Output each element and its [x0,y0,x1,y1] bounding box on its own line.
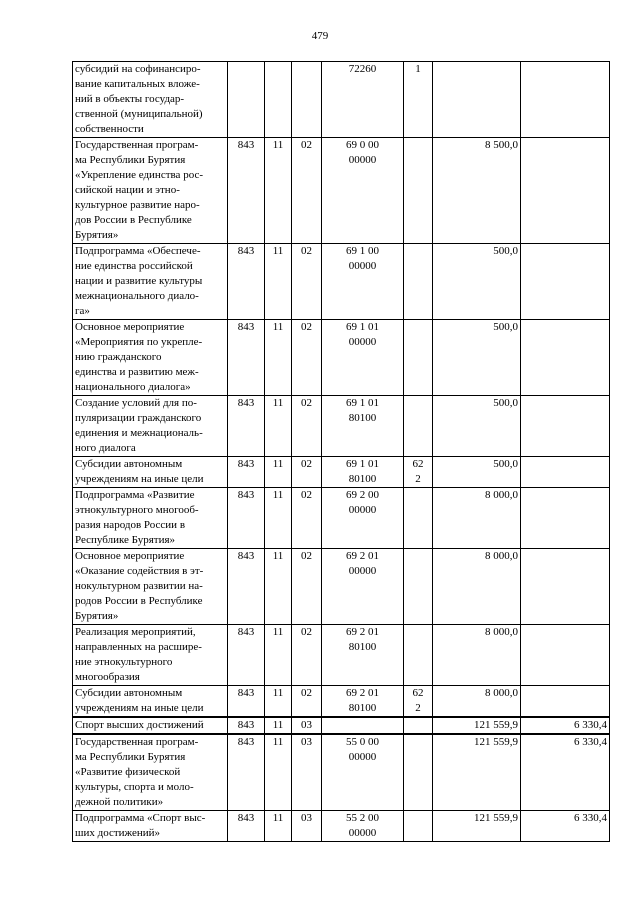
cell-ved: 843 [228,717,265,734]
table-row [73,488,610,549]
table-row [73,625,610,686]
cell-vr [404,625,433,686]
cell-name: Субсидии автономным учреждениям на иные цели [73,686,228,718]
table-row [73,138,610,244]
cell-sum-1: 500,0 [433,457,521,488]
cell-rz: 11 [265,549,292,625]
cell-ved: 843 [228,734,265,811]
cell-rz: 11 [265,457,292,488]
cell-sum-1: 8 000,0 [433,488,521,549]
cell-rz: 11 [265,320,292,396]
cell-rz: 11 [265,488,292,549]
cell-pr: 02 [292,549,322,625]
cell-name: Создание условий для по- пуляризации гражданского единения и межнациональ- ного диалога [73,396,228,457]
cell-rz: 11 [265,244,292,320]
cell-sum-1: 121 559,9 [433,811,521,842]
budget-table [72,61,610,842]
cell-csr: 69 2 01 00000 [322,549,404,625]
cell-ved: 843 [228,244,265,320]
page-number: 479 [311,30,329,42]
cell-sum-2 [521,320,610,396]
cell-sum-2 [521,686,610,718]
cell-sum-1: 8 000,0 [433,549,521,625]
cell-sum-2 [521,244,610,320]
cell-rz: 11 [265,625,292,686]
table-row [73,549,610,625]
cell-ved: 843 [228,488,265,549]
cell-vr [404,717,433,734]
cell-sum-1: 500,0 [433,320,521,396]
cell-vr [404,549,433,625]
cell-csr: 69 1 01 80100 [322,396,404,457]
cell-name: Спорт высших достижений [73,717,228,734]
cell-sum-1 [433,62,521,138]
cell-sum-2 [521,396,610,457]
cell-pr: 02 [292,488,322,549]
cell-sum-2: 6 330,4 [521,811,610,842]
cell-sum-1: 500,0 [433,396,521,457]
cell-csr: 55 0 00 00000 [322,734,404,811]
table-row [73,62,610,138]
cell-csr: 69 2 01 80100 [322,625,404,686]
cell-ved: 843 [228,625,265,686]
cell-ved: 843 [228,686,265,718]
cell-csr: 55 2 00 00000 [322,811,404,842]
cell-pr: 02 [292,625,322,686]
cell-vr [404,138,433,244]
cell-vr: 62 2 [404,457,433,488]
cell-rz [265,62,292,138]
cell-sum-1: 121 559,9 [433,734,521,811]
table-row [73,396,610,457]
cell-rz: 11 [265,717,292,734]
cell-csr: 69 1 00 00000 [322,244,404,320]
cell-csr: 69 2 00 00000 [322,488,404,549]
cell-name: Государственная програм- ма Республики Бурятия «Укрепление единства рос- сийской нации и этно- культурное развитие наро- дов России в Республике Бурятия» [73,138,228,244]
cell-name: Основное мероприятие «Мероприятия по укрепле- нию гражданского единства и развитию меж- национального диалога» [73,320,228,396]
cell-sum-2 [521,488,610,549]
cell-pr: 02 [292,244,322,320]
cell-vr: 62 2 [404,686,433,718]
cell-sum-1: 8 000,0 [433,686,521,718]
cell-pr: 02 [292,396,322,457]
cell-sum-1: 500,0 [433,244,521,320]
cell-name: субсидий на софинансиро- вание капитальных вложе- ний в объекты государ- ственной (муниципальной) собственности [73,62,228,138]
cell-name: Подпрограмма «Обеспече- ние единства российской нации и развитие культуры межнационального диало- га» [73,244,228,320]
cell-ved: 843 [228,138,265,244]
table-row [73,811,610,842]
table-row [73,717,610,734]
cell-pr: 02 [292,686,322,718]
cell-ved: 843 [228,549,265,625]
cell-vr [404,488,433,549]
cell-pr: 03 [292,717,322,734]
cell-vr: 1 [404,62,433,138]
cell-sum-2 [521,549,610,625]
cell-pr: 03 [292,811,322,842]
table-row [73,457,610,488]
cell-sum-2 [521,457,610,488]
cell-sum-2: 6 330,4 [521,734,610,811]
cell-csr: 72260 [322,62,404,138]
cell-sum-1: 8 000,0 [433,625,521,686]
cell-ved [228,62,265,138]
table-row [73,734,610,811]
table-row [73,686,610,718]
cell-pr: 02 [292,320,322,396]
cell-pr: 03 [292,734,322,811]
cell-name: Основное мероприятие «Оказание содействия в эт- нокультурном развитии на- родов России в Республике Бурятия» [73,549,228,625]
cell-rz: 11 [265,811,292,842]
cell-rz: 11 [265,138,292,244]
cell-vr [404,811,433,842]
cell-vr [404,734,433,811]
cell-ved: 843 [228,396,265,457]
cell-csr: 69 0 00 00000 [322,138,404,244]
table-row [73,244,610,320]
cell-sum-2 [521,138,610,244]
budget-table-body [73,62,610,842]
cell-rz: 11 [265,396,292,457]
cell-pr [292,62,322,138]
cell-csr: 69 1 01 00000 [322,320,404,396]
cell-pr: 02 [292,138,322,244]
cell-csr: 69 2 01 80100 [322,686,404,718]
cell-pr: 02 [292,457,322,488]
cell-name: Подпрограмма «Развитие этнокультурного многооб- разия народов России в Республике Бурятия» [73,488,228,549]
cell-name: Подпрограмма «Спорт выс- ших достижений» [73,811,228,842]
cell-name: Государственная програм- ма Республики Бурятия «Развитие физической культуры, спорта и моло- дежной политики» [73,734,228,811]
cell-rz: 11 [265,734,292,811]
cell-sum-1: 8 500,0 [433,138,521,244]
cell-name: Субсидии автономным учреждениям на иные цели [73,457,228,488]
cell-csr: 69 1 01 80100 [322,457,404,488]
cell-sum-2 [521,625,610,686]
cell-csr [322,717,404,734]
cell-vr [404,320,433,396]
cell-ved: 843 [228,811,265,842]
cell-rz: 11 [265,686,292,718]
cell-ved: 843 [228,320,265,396]
cell-ved: 843 [228,457,265,488]
cell-sum-1: 121 559,9 [433,717,521,734]
cell-name: Реализация мероприятий, направленных на расшире- ние этнокультурного многообразия [73,625,228,686]
cell-sum-2: 6 330,4 [521,717,610,734]
cell-vr [404,396,433,457]
cell-vr [404,244,433,320]
table-row [73,320,610,396]
cell-sum-2 [521,62,610,138]
